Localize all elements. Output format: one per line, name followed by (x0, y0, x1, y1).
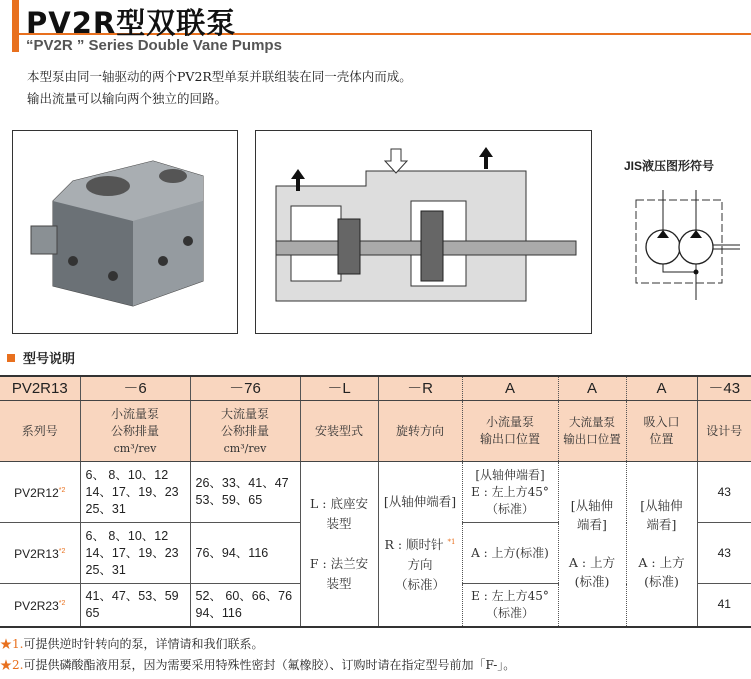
small-displacement-cell: 41、47、53、59 65 (80, 584, 190, 627)
pump-photo (12, 130, 238, 334)
large-outlet-cell: [从轴伸 端看] A : 上方 (标准) (558, 462, 626, 627)
intake-cell: [从轴伸 端看] A : 上方 (标准) (626, 462, 697, 627)
square-bullet-icon (7, 354, 15, 362)
code-rotation: －R (378, 376, 462, 401)
series-cell: PV2R23$^{*2}$ (0, 584, 80, 627)
cross-section-diagram (255, 130, 592, 334)
code-small-outlet: A (462, 376, 558, 401)
series-cell: PV2R12$^{*2}$ (0, 462, 80, 523)
small-displacement-cell: 6、 8、10、12 14、17、19、23 25、31 (80, 462, 190, 523)
small-outlet-cell: A : 上方(标准) (462, 523, 558, 584)
code-small-displacement: －6 (80, 376, 190, 401)
design-cell: 43 (697, 462, 751, 523)
model-code-table (0, 375, 751, 628)
code-design: －43 (697, 376, 751, 401)
small-displacement-cell: 6、 8、10、12 14、17、19、23 25、31 (80, 523, 190, 584)
design-cell: 43 (697, 523, 751, 584)
footnote: ★2.可提供磷酸酯液用泵，因为需要采用特殊性密封（氟橡胶）、订购时请在指定型号前加「F-」。 (0, 658, 516, 672)
code-large-displacement: －76 (190, 376, 300, 401)
large-displacement-cell: 52、 60、66、76 94、116 (190, 584, 300, 627)
desc-mounting: 安装型式 (300, 401, 378, 462)
footnote: ★1.可提供逆时针转向的泵，详情请和我们联系。 (0, 637, 264, 651)
code-mounting: －L (300, 376, 378, 401)
desc-small-outlet: 小流量泵 输出口位置 (462, 401, 558, 462)
desc-rotation: 旋转方向 (378, 401, 462, 462)
desc-large-displacement: 大流量泵 公称排量 cm³/rev (190, 401, 300, 462)
page-title: PV2R型双联泵 (26, 6, 237, 40)
code-intake: A (626, 376, 697, 401)
desc-small-displacement: 小流量泵 公称排量 cm³/rev (80, 401, 190, 462)
rotation-cell: [从轴伸端看] R : 顺时针 $^{*1}$ 方向 （标准） (378, 462, 462, 627)
jis-symbol-label: JIS液压图形符号 (624, 159, 715, 173)
page-subtitle: “PV2R ” Series Double Vane Pumps (26, 37, 282, 54)
intro-line: 本型泵由同一轴驱动的两个PV2R型单泵并联组装在同一壳体内而成。 (27, 69, 412, 84)
design-cell: 41 (697, 584, 751, 627)
large-displacement-cell: 76、94、116 (190, 523, 300, 584)
intro-line: 输出流量可以输向两个独立的回路。 (27, 91, 228, 106)
desc-intake: 吸入口 位置 (626, 401, 697, 462)
code-large-outlet: A (558, 376, 626, 401)
mounting-cell: L : 底座安 装型 F : 法兰安 装型 (300, 462, 378, 627)
desc-series: 系列号 (0, 401, 80, 462)
desc-design: 设计号 (697, 401, 751, 462)
table-row (0, 462, 751, 523)
small-outlet-cell: E : 左上方45° （标准） (462, 584, 558, 627)
arrow-down-icon (385, 149, 407, 173)
series-cell: PV2R13$^{*2}$ (0, 523, 80, 584)
small-outlet-cell: [从轴伸端看] E : 左上方45° （标准） (462, 462, 558, 523)
hydraulic-symbol (630, 190, 740, 305)
desc-large-outlet: 大流量泵 输出口位置 (558, 401, 626, 462)
section-heading: 型号说明 (7, 348, 75, 367)
large-displacement-cell: 26、33、41、47 53、59、65 (190, 462, 300, 523)
code-series: PV2R13 (0, 376, 80, 401)
accent-bar (12, 0, 19, 52)
